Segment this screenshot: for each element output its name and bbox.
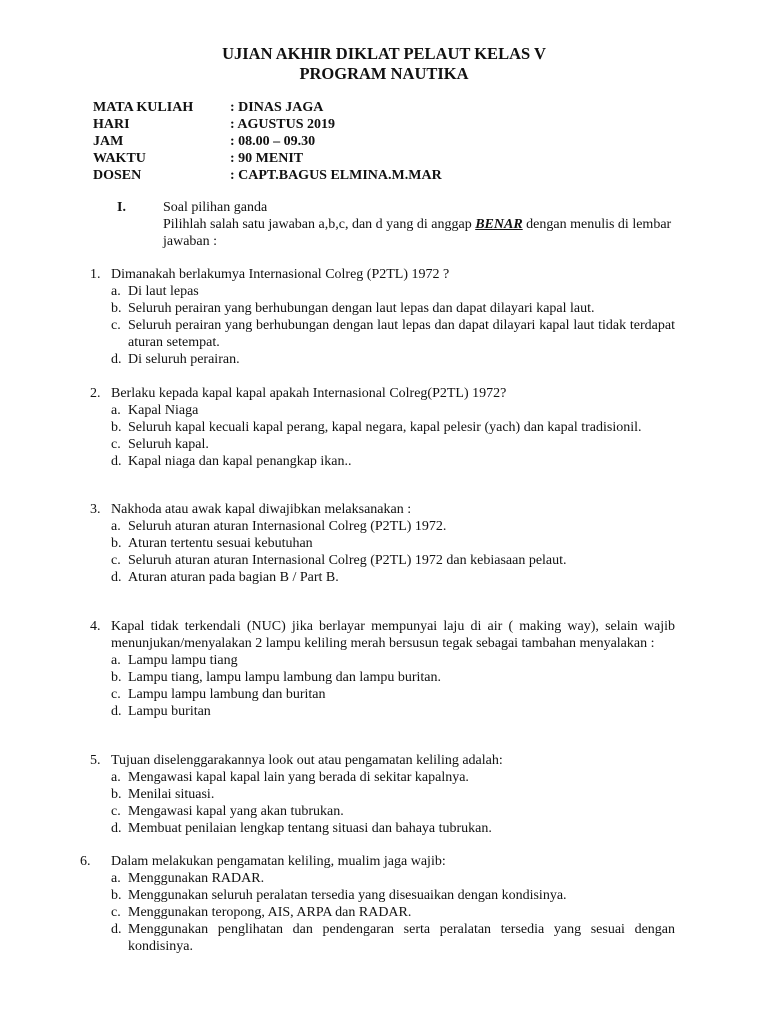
option-list xyxy=(111,518,675,586)
question-number: 5. xyxy=(90,753,101,768)
question-4 xyxy=(90,618,675,720)
meta-row-duration xyxy=(93,150,442,167)
option-text: Di seluruh perairan. xyxy=(128,352,240,367)
question-text: Berlaku kepada kapal kapal apakah Internasional Colreg(P2TL) 1972? xyxy=(111,386,507,401)
option-b xyxy=(111,786,675,803)
meta-label: HARI xyxy=(93,117,130,132)
section-instruction xyxy=(163,216,683,250)
option-b xyxy=(111,535,675,552)
instruction-text-end: dengan menulis di lembar jawaban : xyxy=(163,217,672,249)
option-letter: c. xyxy=(111,318,121,333)
meta-label: MATA KULIAH xyxy=(93,100,194,115)
meta-label: JAM xyxy=(93,134,124,149)
exam-meta-table xyxy=(93,99,442,184)
option-letter: b. xyxy=(111,301,122,316)
option-d xyxy=(111,703,675,720)
option-d xyxy=(111,351,675,368)
instruction-text: Pilihlah salah satu jawaban a,b,c, dan d yang di anggap xyxy=(163,217,476,232)
option-text: Seluruh aturan aturan Internasional Colreg (P2TL) 1972 dan kebiasaan pelaut. xyxy=(128,553,567,568)
option-letter: c. xyxy=(111,804,121,819)
question-text: Kapal tidak terkendali (NUC) jika berlayar mempunyai laju di air ( making way), selain wajib menunjukan/menyalakan 2 lampu keliling merah bersusun tegak sebagai tambahan menyalakan : xyxy=(111,619,675,651)
option-text: Menggunakan teropong, AIS, ARPA dan RADAR. xyxy=(128,905,412,920)
question-5 xyxy=(90,752,675,837)
question-text: Dalam melakukan pengamatan keliling, mualim jaga wajib: xyxy=(111,854,446,869)
option-list xyxy=(111,652,675,720)
option-letter: a. xyxy=(111,653,121,668)
option-letter: c. xyxy=(111,905,121,920)
option-text: Seluruh perairan yang berhubungan dengan laut lepas dan dapat dilayari kapal laut tidak terdapat aturan setempat. xyxy=(128,318,675,350)
option-letter: b. xyxy=(111,536,122,551)
option-list xyxy=(111,769,675,837)
meta-row-day xyxy=(93,116,442,133)
question-6 xyxy=(80,853,675,955)
option-text: Lampu lampu lambung dan buritan xyxy=(128,687,326,702)
option-text: Menggunakan RADAR. xyxy=(128,871,265,886)
option-a xyxy=(111,652,675,669)
meta-row-lecturer xyxy=(93,167,442,184)
option-letter: d. xyxy=(111,352,122,367)
question-number: 1. xyxy=(90,267,101,282)
option-text: Seluruh kapal. xyxy=(128,437,209,452)
option-text: Membuat penilaian lengkap tentang situasi dan bahaya tubrukan. xyxy=(128,821,492,836)
program-title: PROGRAM NAUTIKA xyxy=(299,64,469,83)
option-text: Lampu lampu tiang xyxy=(128,653,238,668)
option-c xyxy=(111,803,675,820)
option-b xyxy=(111,887,675,904)
option-a xyxy=(111,518,675,535)
option-letter: d. xyxy=(111,454,122,469)
question-1 xyxy=(90,266,675,368)
section-number: I. xyxy=(117,200,126,215)
question-3 xyxy=(90,501,675,586)
option-text: Menggunakan seluruh peralatan tersedia yang disesuaikan dengan kondisinya. xyxy=(128,888,567,903)
option-b xyxy=(111,419,675,436)
question-text: Nakhoda atau awak kapal diwajibkan melaksanakan : xyxy=(111,502,412,517)
option-text: Aturan tertentu sesuai kebutuhan xyxy=(128,536,313,551)
question-text: Dimanakah berlakumya Internasional Colreg (P2TL) 1972 ? xyxy=(111,267,450,282)
option-list xyxy=(111,283,675,368)
option-a xyxy=(111,283,675,300)
option-letter: b. xyxy=(111,888,122,903)
exam-title: UJIAN AKHIR DIKLAT PELAUT KELAS V xyxy=(222,44,546,63)
option-letter: d. xyxy=(111,821,122,836)
question-number: 2. xyxy=(90,386,101,401)
option-text: Menggunakan penglihatan dan pendengaran serta peralatan tersedia yang sesuai dengan kondisinya. xyxy=(128,922,675,954)
option-a xyxy=(111,870,675,887)
meta-row-hour xyxy=(93,133,442,150)
option-letter: c. xyxy=(111,437,121,452)
meta-value: : 90 MENIT xyxy=(230,151,304,166)
option-text: Kapal niaga dan kapal penangkap ikan.. xyxy=(128,454,352,469)
option-letter: d. xyxy=(111,570,122,585)
option-letter: c. xyxy=(111,687,121,702)
section-title: Soal pilihan ganda xyxy=(163,200,268,215)
option-letter: b. xyxy=(111,670,122,685)
meta-value: : AGUSTUS 2019 xyxy=(230,117,336,132)
option-letter: a. xyxy=(111,519,121,534)
option-text: Lampu tiang, lampu lampu lambung dan lampu buritan. xyxy=(128,670,441,685)
meta-value: : DINAS JAGA xyxy=(230,100,324,115)
question-number: 3. xyxy=(90,502,101,517)
option-letter: d. xyxy=(111,704,122,719)
option-letter: a. xyxy=(111,871,121,886)
option-text: Mengawasi kapal kapal lain yang berada di sekitar kapalnya. xyxy=(128,770,469,785)
option-text: Kapal Niaga xyxy=(128,403,199,418)
option-c xyxy=(111,436,675,453)
question-number: 4. xyxy=(90,619,101,634)
option-b xyxy=(111,669,675,686)
option-text: Lampu buritan xyxy=(128,704,211,719)
meta-value: : 08.00 – 09.30 xyxy=(230,134,316,149)
option-text: Aturan aturan pada bagian B / Part B. xyxy=(128,570,339,585)
meta-label: WAKTU xyxy=(93,151,146,166)
option-b xyxy=(111,300,675,317)
option-text: Seluruh aturan aturan Internasional Colreg (P2TL) 1972. xyxy=(128,519,447,534)
section-heading xyxy=(117,199,677,216)
option-c xyxy=(111,904,675,921)
option-d xyxy=(111,453,675,470)
meta-row-course xyxy=(93,99,442,116)
instruction-emphasis: BENAR xyxy=(475,217,523,232)
option-text: Menilai situasi. xyxy=(128,787,215,802)
option-text: Mengawasi kapal yang akan tubrukan. xyxy=(128,804,344,819)
option-a xyxy=(111,402,675,419)
option-letter: a. xyxy=(111,403,121,418)
option-c xyxy=(111,686,675,703)
option-list xyxy=(111,402,675,470)
option-letter: b. xyxy=(111,787,122,802)
option-d xyxy=(111,820,675,837)
option-a xyxy=(111,769,675,786)
option-letter: b. xyxy=(111,420,122,435)
option-letter: d. xyxy=(111,922,122,937)
meta-label: DOSEN xyxy=(93,168,142,183)
option-c xyxy=(111,317,675,351)
meta-value: : CAPT.BAGUS ELMINA.M.MAR xyxy=(230,168,442,183)
option-letter: a. xyxy=(111,770,121,785)
option-d xyxy=(111,921,675,955)
question-text: Tujuan diselenggarakannya look out atau pengamatan keliling adalah: xyxy=(111,753,503,768)
option-letter: a. xyxy=(111,284,121,299)
question-number: 6. xyxy=(80,854,91,869)
option-text: Seluruh perairan yang berhubungan dengan laut lepas dan dapat dilayari kapal laut. xyxy=(128,301,595,316)
option-list xyxy=(111,870,675,955)
option-d xyxy=(111,569,675,586)
question-2 xyxy=(90,385,675,470)
option-text: Seluruh kapal kecuali kapal perang, kapal negara, kapal pelesir (yach) dan kapal tradisionil. xyxy=(128,420,642,435)
option-c xyxy=(111,552,675,569)
option-text: Di laut lepas xyxy=(128,284,199,299)
option-letter: c. xyxy=(111,553,121,568)
